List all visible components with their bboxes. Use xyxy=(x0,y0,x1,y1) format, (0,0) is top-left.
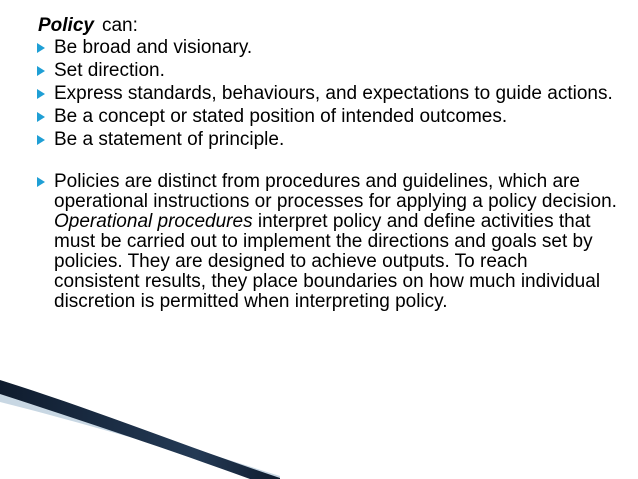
bullet-text: Be a statement of principle. xyxy=(54,129,285,150)
bullet-list xyxy=(0,38,638,315)
triangle-bullet-icon xyxy=(37,66,45,76)
bullet-item-principle xyxy=(0,130,638,150)
paragraph-emphasis: Operational procedures xyxy=(54,211,253,232)
decorative-swoosh xyxy=(0,380,280,479)
bullet-text: Set direction. xyxy=(54,60,165,81)
triangle-bullet-icon xyxy=(37,177,45,187)
triangle-bullet-icon xyxy=(37,135,45,145)
bullet-text: Express standards, behaviours, and expectations to guide actions. xyxy=(54,83,613,104)
slide-heading xyxy=(38,14,138,38)
bullet-item-paragraph xyxy=(0,172,638,312)
swoosh-dark-band xyxy=(0,380,280,479)
heading-policy-word: Policy xyxy=(38,15,94,36)
bullet-text: Be a concept or stated position of intended outcomes. xyxy=(54,106,508,127)
heading-can-word: can: xyxy=(101,15,138,36)
bullet-item-direction xyxy=(0,61,638,81)
paragraph-text-after: interpret policy and define activities that must be carried out to implement the directions and goals set by policies. They are designed to achieve outputs. To reach consistent results, they place boundaries on how much individual discretion is permitted when interpreting policy. xyxy=(54,211,601,312)
triangle-bullet-icon xyxy=(37,89,45,99)
bullet-text: Be broad and visionary. xyxy=(54,37,253,58)
triangle-bullet-icon xyxy=(37,112,45,122)
paragraph-text-before: Policies are distinct from procedures and guidelines, which are operational instructions or processes for applying a policy decision. xyxy=(54,171,617,212)
triangle-bullet-icon xyxy=(37,43,45,53)
bullet-item-standards xyxy=(0,84,638,104)
bullet-item-concept xyxy=(0,107,638,127)
bullet-item-broad xyxy=(0,38,638,58)
